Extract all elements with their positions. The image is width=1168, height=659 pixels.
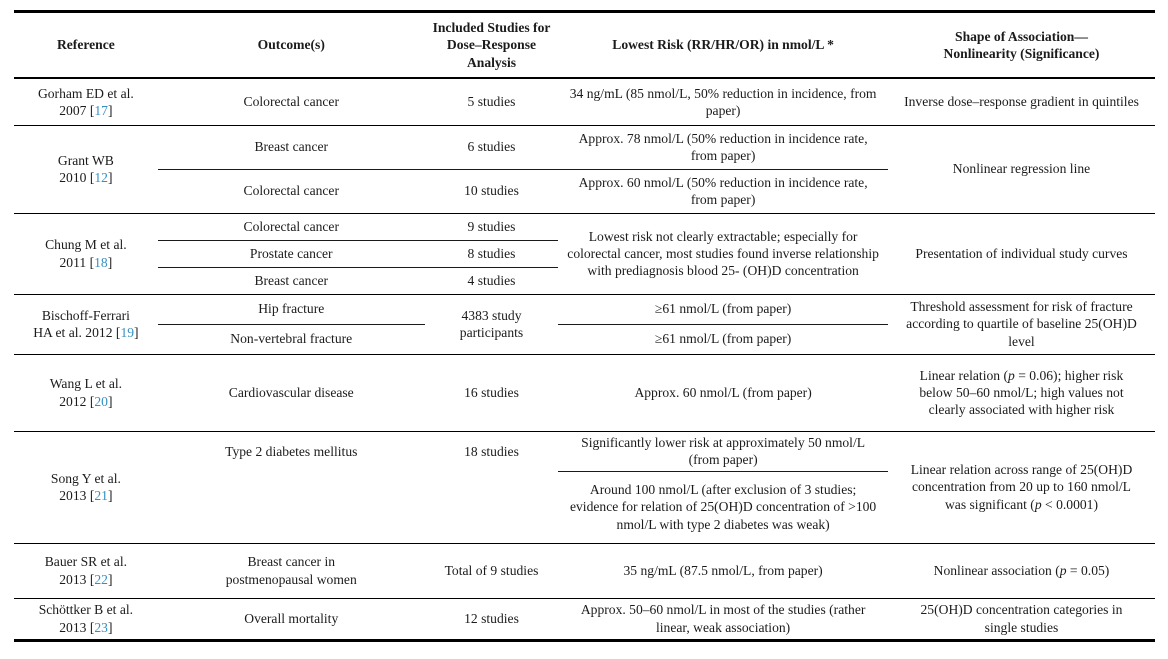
dose-response-studies-table [14, 10, 1155, 642]
p-value-symbol: p [1034, 496, 1042, 512]
table-row [14, 213, 1155, 240]
outcome-cell: Hip fracture [158, 294, 425, 324]
row-group-bauer [14, 543, 1155, 598]
outcome-cell: Colorectal cancer [243, 94, 339, 110]
column-header-reference: Reference [56, 37, 115, 53]
reference-cell: Grant WB 2010 [12] [57, 152, 114, 186]
citation-link[interactable]: 17 [94, 102, 108, 118]
risk-cell: Approx. 50–60 nmol/L in most of the studies (rather linear, weak association) [580, 602, 866, 635]
shape-cell: Linear relation (p = 0.06); higher risk below 50–60 nmol/L; high values not clearly associated with higher risk [919, 367, 1124, 418]
citation-link[interactable]: 21 [94, 488, 108, 504]
outcome-cell: Colorectal cancer [243, 183, 339, 199]
column-header-lowest-risk: Lowest Risk (RR/HR/OR) in nmol/L * [612, 37, 834, 53]
row-group-grant [14, 125, 1155, 213]
column-header-outcomes: Outcome(s) [257, 37, 325, 53]
shape-cell: Nonlinear association (p = 0.05) [933, 562, 1110, 578]
shape-cell: Inverse dose–response gradient in quintiles [904, 94, 1139, 110]
reference-cell: Bauer SR et al. 2013 [22] [44, 554, 128, 587]
risk-cell: 34 ng/mL (85 nmol/L, 50% reduction in incidence, from paper) [569, 85, 877, 118]
outcome-cell: Colorectal cancer [158, 213, 425, 240]
p-value-symbol: p [1059, 562, 1067, 578]
row-group-chung [14, 213, 1155, 294]
outcome-cell: Breast cancer in postmenopausal women [225, 554, 357, 587]
table-row [14, 598, 1155, 640]
table-header-row [14, 12, 1155, 79]
citation-link[interactable]: 20 [94, 393, 108, 409]
studies-cell [425, 471, 558, 543]
column-header-included-studies: Included Studies for Dose–Response Analysis [432, 20, 551, 70]
outcome-cell: Cardiovascular disease [228, 384, 354, 400]
shape-cell: Presentation of individual study curves [915, 245, 1128, 261]
risk-cell: Significantly lower risk at approximately 50 nmol/L (from paper) [558, 431, 888, 471]
studies-cell: 8 studies [425, 240, 558, 267]
risk-cell: 35 ng/mL (87.5 nmol/L, from paper) [623, 562, 823, 578]
studies-cell: 12 studies [464, 610, 519, 626]
row-group-song [14, 431, 1155, 543]
studies-cell: 6 studies [425, 125, 558, 169]
shape-cell: Nonlinear regression line [952, 161, 1091, 177]
studies-cell: 16 studies [464, 384, 519, 400]
reference-cell: Chung M et al. 2011 [18] [45, 237, 127, 270]
studies-cell: 4383 study participants [459, 307, 524, 341]
citation-link[interactable]: 22 [94, 571, 108, 587]
row-group-bischoff [14, 294, 1155, 354]
table-row [14, 431, 1155, 471]
studies-cell: 18 studies [464, 443, 519, 459]
p-value-symbol: p [1008, 367, 1015, 383]
outcome-cell: Overall mortality [244, 610, 339, 626]
table-row [14, 78, 1155, 125]
table-row [14, 543, 1155, 598]
risk-cell: Approx. 60 nmol/L (50% reduction in incidence rate, from paper) [578, 174, 868, 208]
outcome-cell: Breast cancer [158, 125, 425, 169]
reference-cell: Schöttker B et al. 2013 [23] [38, 602, 134, 635]
risk-cell: ≥61 nmol/L (from paper) [654, 331, 792, 347]
studies-cell: Total of 9 studies [444, 562, 539, 578]
reference-cell: Wang L et al. 2012 [20] [49, 376, 123, 409]
row-group-wang [14, 354, 1155, 431]
outcome-cell: Non-vertebral fracture [230, 331, 353, 347]
outcome-cell: Prostate cancer [158, 240, 425, 267]
citation-link[interactable]: 23 [94, 619, 108, 635]
studies-cell: 10 studies [464, 183, 519, 199]
shape-cell: Threshold assessment for risk of fracture according to quartile of baseline 25(OH)D level [906, 299, 1137, 349]
shape-cell: Linear relation across range of 25(OH)D concentration from 20 up to 160 nmol/L was significant (p < 0.0001) [910, 462, 1133, 512]
row-group-gorham [14, 78, 1155, 125]
reference-cell: Bischoff-Ferrari HA et al. 2012 [19] [33, 307, 139, 341]
risk-cell: Approx. 60 nmol/L (from paper) [634, 384, 812, 400]
studies-cell: 5 studies [467, 94, 516, 110]
reference-cell: Gorham ED et al. 2007 [17] [37, 85, 134, 118]
outcome-cell [158, 471, 425, 543]
studies-cell: 4 studies [467, 272, 516, 288]
table-row [14, 354, 1155, 431]
reference-cell: Song Y et al. 2013 [21] [50, 470, 121, 504]
citation-link[interactable]: 18 [94, 254, 108, 270]
row-group-schottker [14, 598, 1155, 640]
risk-cell: ≥61 nmol/L (from paper) [558, 294, 888, 324]
shape-cell: 25(OH)D concentration categories in single studies [920, 602, 1123, 635]
table-row [14, 125, 1155, 169]
risk-cell: Lowest risk not clearly extractable; especially for colorectal cancer, most studies found inverse relationship with prediagnosis blood 25- (OH)D concentration [567, 228, 879, 279]
outcome-cell: Type 2 diabetes mellitus [225, 443, 358, 459]
risk-cell: Around 100 nmol/L (after exclusion of 3 studies; evidence for relation of 25(OH)D concentration of >100 nmol/L with type 2 diabetes was weak) [569, 482, 877, 532]
column-header-shape: Shape of Association—Nonlinearity (Significance) [943, 28, 1100, 62]
citation-link[interactable]: 12 [94, 170, 108, 186]
citation-link[interactable]: 19 [120, 325, 135, 341]
table-row [14, 294, 1155, 324]
outcome-cell: Breast cancer [254, 272, 329, 288]
risk-cell: Approx. 78 nmol/L (50% reduction in incidence rate, from paper) [558, 125, 888, 169]
studies-cell: 9 studies [425, 213, 558, 240]
